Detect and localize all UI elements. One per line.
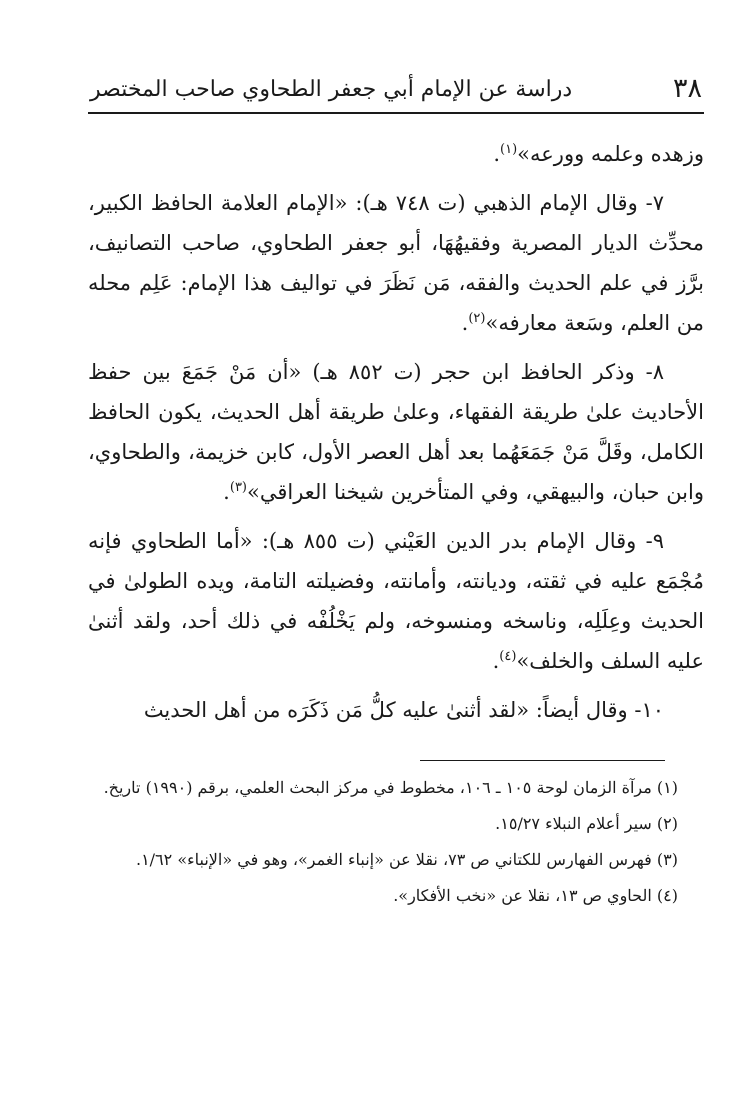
- page-number: ٣٨: [672, 73, 702, 104]
- paragraph-dhahabi: [88, 183, 704, 343]
- main-text: [88, 134, 704, 739]
- header-rule: [88, 112, 704, 114]
- paragraph-ibn-hajar: [88, 352, 704, 512]
- footnote-item: (٣) فهرس الفهارس للكتاني ص ٧٣، نقلا عن «إنباء الغمر»، وهو في «الإنباء» ١/٦٢.: [135, 850, 678, 869]
- paragraph-text: ٩- وقال الإمام بدر الدين العَيْني (ت ٨٥٥ هـ): «أما الطحاوي فإنه مُجْمَع عليه في ثقته، وديانته، وأمانته، وفضيلته التامة، ويده الطولىٰ في الحديث وعِلَلِه، وناسخه ومنسوخه، ولم يَخْلُفْه في ذلك أحد، ولقد أثنىٰ عليه السلف والخلف»: [88, 529, 704, 673]
- paragraph-end: .: [461, 311, 469, 335]
- footnote-ref: (٤): [499, 649, 517, 664]
- paragraph-text: ٧- وقال الإمام الذهبي (ت ٧٤٨ هـ): «الإمام العلامة الحافظ الكبير، محدِّث الديار المصرية وفقيهُهَا، أبو جعفر الطحاوي، صاحب التصانيف، برَّز في علم الحديث والفقه، مَن نَظَرَ في تواليف هذا الإمام: عَلِم محله من العلم، وسَعة معارفه»: [88, 191, 704, 335]
- page-header: [90, 72, 702, 112]
- footnote-item: (٢) سير أعلام النبلاء ١٥/٢٧.: [495, 814, 678, 833]
- paragraph-text: ١٠- وقال أيضاً: «لقد أثنىٰ عليه كلُّ مَن ذَكَرَه من أهل الحديث: [143, 698, 664, 722]
- paragraph-end: .: [492, 649, 500, 673]
- footnote-item: (١) مرآة الزمان لوحة ١٠٥ ـ ١٠٦، مخطوط في مركز البحث العلمي، برقم (١٩٩٠) تاريخ.: [103, 778, 678, 797]
- paragraph-end: .: [493, 142, 501, 166]
- paragraph-continuation: [88, 134, 704, 174]
- footnote-ref: (٣): [229, 480, 247, 495]
- running-title: دراسة عن الإمام أبي جعفر الطحاوي صاحب المختصر: [90, 77, 573, 102]
- footnote-item: (٤) الحاوي ص ١٣، نقلا عن «نخب الأفكار».: [393, 886, 678, 905]
- paragraph-text: ٨- وذكر الحافظ ابن حجر (ت ٨٥٢ هـ) «أن مَنْ جَمَعَ بين حفظ الأحاديث علىٰ طريقة الفقهاء، وعلىٰ طريقة أهل الحديث، يكون الحافظ الكامل، وقَلَّ مَنْ جَمَعَهُما بعد أهل العصر الأول، كابن خزيمة، والطحاوي، وابن حبان، والبيهقي، وفي المتأخرين شيخنا العراقي»: [88, 360, 704, 504]
- paragraph-text: وزهده وعلمه وورعه»: [517, 142, 704, 166]
- footnote-separator: [420, 760, 665, 761]
- paragraph-ayni: [88, 521, 704, 681]
- paragraph-ayni-continued: [88, 690, 704, 730]
- footnote-ref: (١): [500, 142, 518, 157]
- paragraph-end: .: [223, 480, 230, 504]
- footnotes: [88, 774, 704, 918]
- footnote-ref: (٢): [468, 311, 486, 326]
